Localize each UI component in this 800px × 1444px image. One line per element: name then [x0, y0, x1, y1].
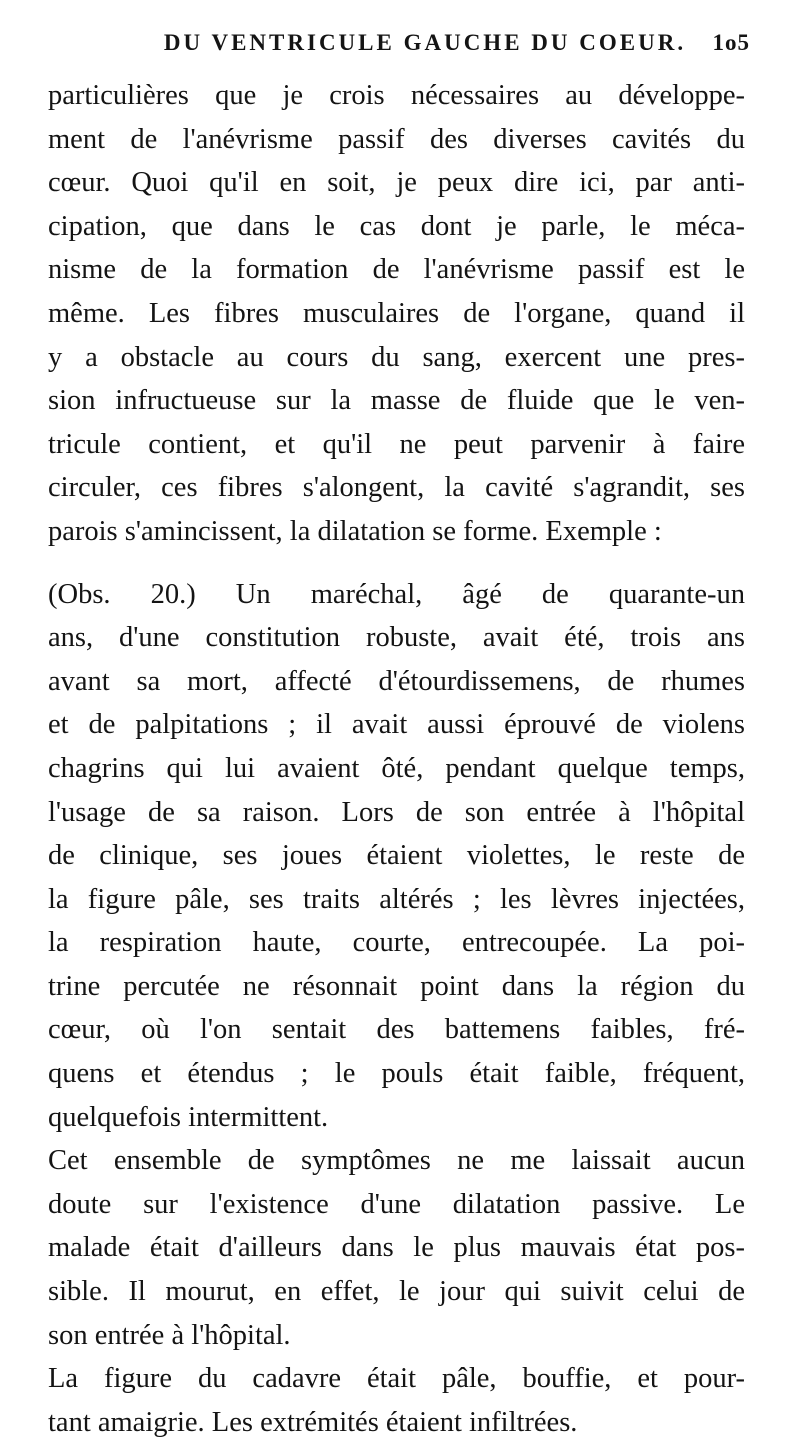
text-line: malade était d'ailleurs dans le plus mauvais état pos- — [48, 1232, 745, 1264]
text-line: cœur, où l'on sentait des battemens faibles, fré- — [48, 1014, 745, 1046]
text-line: cœur. Quoi qu'il en soit, je peux dire ici, par anti- — [48, 167, 745, 199]
text-line: quens et étendus ; le pouls était faible, fréquent, — [48, 1058, 745, 1090]
text-line: nisme de la formation de l'anévrisme passif est le — [48, 254, 745, 286]
text-line: sible. Il mourut, en effet, le jour qui suivit celui de — [48, 1276, 745, 1308]
text-line: trine percutée ne résonnait point dans la région du — [48, 970, 745, 1002]
text-line: quelquefois intermittent. — [48, 1101, 329, 1133]
text-line: de clinique, ses joues étaient violettes, le reste de — [48, 840, 745, 872]
text-line: et de palpitations ; il avait aussi éprouvé de violens — [48, 709, 745, 741]
text-line: la respiration haute, courte, entrecoupée. La poi- — [48, 927, 745, 959]
text-line: ans, d'une constitution robuste, avait été, trois ans — [48, 622, 745, 654]
text-line: Cet ensemble de symptômes ne me laissait aucun — [48, 1145, 745, 1177]
text-line: La figure du cadavre était pâle, bouffie, et pour- — [48, 1363, 745, 1395]
text-line: la figure pâle, ses traits altérés ; les lèvres injectées, — [48, 883, 745, 915]
text-line: même. Les fibres musculaires de l'organe, quand il — [48, 297, 745, 329]
text-line: parois s'amincissent, la dilatation se forme. Exemple : — [48, 515, 662, 547]
running-head — [100, 30, 750, 64]
paragraph — [48, 1357, 745, 1444]
text-line: (Obs. 20.) Un maréchal, âgé de quarante-un — [48, 578, 745, 610]
running-head-title: DU VENTRICULE GAUCHE DU COEUR. — [163, 30, 687, 55]
text-line: sion infructueuse sur la masse de fluide que le ven- — [48, 385, 745, 417]
text-line: doute sur l'existence d'une dilatation passive. Le — [48, 1188, 745, 1220]
page-number: 1o5 — [712, 30, 750, 55]
text-line: chagrins qui lui avaient ôté, pendant quelque temps, — [48, 752, 745, 784]
paragraph — [48, 74, 745, 554]
paragraph — [48, 1139, 745, 1357]
text-line: y a obstacle au cours du sang, exercent une pres- — [48, 341, 745, 373]
text-line: avant sa mort, affecté d'étourdissemens, de rhumes — [48, 665, 745, 697]
body-text — [48, 74, 745, 1444]
text-line: circuler, ces fibres s'alongent, la cavité s'agrandit, ses — [48, 472, 745, 504]
text-line: cipation, que dans le cas dont je parle, le méca- — [48, 210, 745, 242]
text-line: ment de l'anévrisme passif des diverses cavités du — [48, 123, 745, 155]
text-line: son entrée à l'hôpital. — [48, 1319, 291, 1351]
text-line: tricule contient, et qu'il ne peut parvenir à faire — [48, 428, 745, 460]
text-line: l'usage de sa raison. Lors de son entrée à l'hôpital — [48, 796, 745, 828]
text-line: tant amaigrie. Les extrémités étaient infiltrées. — [48, 1406, 578, 1438]
paragraph-gap — [48, 554, 745, 573]
text-line: particulières que je crois nécessaires au développe- — [48, 80, 745, 111]
paragraph — [48, 573, 745, 1140]
